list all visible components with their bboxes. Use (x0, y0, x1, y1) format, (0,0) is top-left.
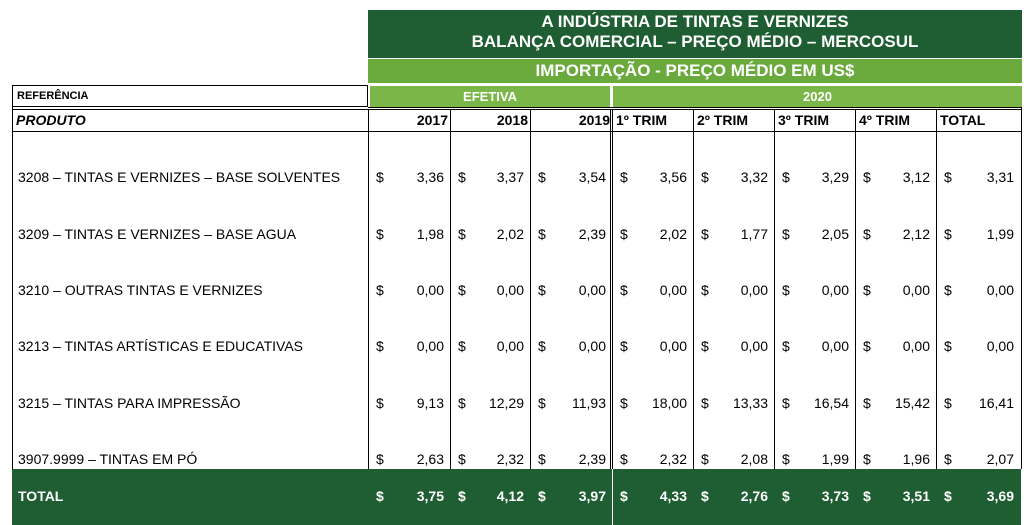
currency-symbol: $ (782, 282, 790, 298)
currency-symbol: $ (863, 169, 871, 185)
currency-symbol: $ (620, 395, 628, 411)
grid-line (368, 107, 1022, 108)
total-value: 4,12 (496, 488, 524, 504)
table-cell-value: 13,33 (732, 395, 768, 411)
table-cell-value: 1,96 (902, 451, 930, 467)
column-header: 2017 (416, 112, 448, 128)
table-cell-value: 3,54 (578, 169, 606, 185)
efetiva-band: EFETIVA (370, 86, 610, 108)
currency-symbol: $ (944, 282, 952, 298)
currency-symbol: $ (701, 451, 709, 467)
column-header: 2018 (496, 112, 528, 128)
currency-symbol: $ (538, 226, 546, 242)
product-name: 3215 – TINTAS PARA IMPRESSÃO (18, 395, 241, 411)
currency-symbol: $ (538, 451, 546, 467)
table-cell-value: 3,31 (986, 169, 1014, 185)
table-cell-value: 0,00 (986, 282, 1014, 298)
currency-symbol: $ (782, 169, 790, 185)
table-cell-value: 2,07 (986, 451, 1014, 467)
currency-symbol: $ (458, 395, 466, 411)
grid-line (855, 109, 856, 469)
currency-symbol: $ (458, 226, 466, 242)
currency-symbol: $ (782, 226, 790, 242)
table-cell-value: 0,00 (986, 338, 1014, 354)
table-cell-value: 16,54 (813, 395, 849, 411)
currency-symbol: $ (701, 169, 709, 185)
table-cell-value: 0,00 (496, 338, 524, 354)
currency-symbol: $ (538, 338, 546, 354)
currency-symbol: $ (376, 226, 384, 242)
table-cell-value: 2,63 (416, 451, 444, 467)
currency-symbol: $ (620, 226, 628, 242)
table-cell-value: 1,77 (740, 226, 768, 242)
total-currency-symbol: $ (944, 488, 952, 504)
total-row-label: TOTAL (18, 488, 64, 504)
currency-symbol: $ (620, 169, 628, 185)
table-cell-value: 2,39 (578, 226, 606, 242)
table-cell-value: 0,00 (821, 338, 849, 354)
table-cell-value: 0,00 (659, 282, 687, 298)
table-cell-value: 3,36 (416, 169, 444, 185)
currency-symbol: $ (538, 282, 546, 298)
total-value: 4,33 (659, 488, 687, 504)
total-separator (612, 469, 613, 525)
grid-line (368, 109, 369, 469)
column-header: 2019 (578, 112, 610, 128)
table-cell-value: 1,98 (416, 226, 444, 242)
table-cell-value: 11,93 (572, 395, 606, 411)
table-cell-value: 2,32 (659, 451, 687, 467)
year-2020-band: 2020 (613, 86, 1022, 108)
total-value: 3,69 (986, 488, 1014, 504)
table-cell-value: 2,12 (902, 226, 930, 242)
table-cell-value: 0,00 (902, 338, 930, 354)
currency-symbol: $ (782, 338, 790, 354)
currency-symbol: $ (701, 282, 709, 298)
report-title: A INDÚSTRIA DE TINTAS E VERNIZES (541, 12, 849, 31)
column-header: 1º TRIM (616, 112, 668, 128)
grid-line (530, 109, 531, 469)
table-cell-value: 9,13 (416, 395, 444, 411)
table-cell-value: 2,02 (659, 226, 687, 242)
currency-symbol: $ (376, 282, 384, 298)
referencia-label: REFERÊNCIA (12, 85, 368, 107)
grid-line (612, 109, 613, 469)
total-value: 3,51 (902, 488, 930, 504)
product-name: 3210 – OUTRAS TINTAS E VERNIZES (18, 282, 263, 298)
table-cell-value: 2,32 (496, 451, 524, 467)
currency-symbol: $ (376, 451, 384, 467)
table-cell-value: 0,00 (496, 282, 524, 298)
currency-symbol: $ (782, 395, 790, 411)
grid-line (610, 109, 611, 469)
table-cell-value: 0,00 (740, 282, 768, 298)
total-separator (1021, 469, 1022, 525)
table-cell-value: 18,00 (651, 395, 687, 411)
grid-line (12, 109, 368, 110)
column-header: 2º TRIM (697, 112, 749, 128)
currency-symbol: $ (620, 451, 628, 467)
currency-symbol: $ (944, 169, 952, 185)
currency-symbol: $ (863, 451, 871, 467)
currency-symbol: $ (620, 338, 628, 354)
total-currency-symbol: $ (538, 488, 546, 504)
total-value: 2,76 (740, 488, 768, 504)
total-value: 3,97 (578, 488, 606, 504)
table-cell-value: 15,42 (894, 395, 930, 411)
grid-line (693, 109, 694, 469)
grid-line (936, 109, 937, 469)
total-value: 3,75 (416, 488, 444, 504)
table-cell-value: 12,29 (488, 395, 524, 411)
total-value: 3,73 (821, 488, 849, 504)
currency-symbol: $ (620, 282, 628, 298)
currency-symbol: $ (376, 338, 384, 354)
table-cell-value: 3,32 (740, 169, 768, 185)
currency-symbol: $ (376, 395, 384, 411)
currency-symbol: $ (944, 226, 952, 242)
currency-symbol: $ (458, 169, 466, 185)
total-currency-symbol: $ (863, 488, 871, 504)
product-name: 3213 – TINTAS ARTÍSTICAS E EDUCATIVAS (18, 338, 304, 354)
product-name: 3209 – TINTAS E VERNIZES – BASE AGUA (18, 226, 297, 242)
table-cell-value: 0,00 (416, 338, 444, 354)
table-cell-value: 16,41 (978, 395, 1014, 411)
currency-symbol: $ (538, 169, 546, 185)
currency-symbol: $ (376, 169, 384, 185)
grid-line (1021, 107, 1022, 469)
currency-symbol: $ (538, 395, 546, 411)
currency-symbol: $ (863, 338, 871, 354)
table-cell-value: 0,00 (740, 338, 768, 354)
grid-line (12, 131, 1022, 132)
currency-symbol: $ (863, 282, 871, 298)
currency-symbol: $ (782, 451, 790, 467)
currency-symbol: $ (863, 395, 871, 411)
table-cell-value: 0,00 (659, 338, 687, 354)
table-cell-value: 2,39 (578, 451, 606, 467)
table-cell-value: 2,08 (740, 451, 768, 467)
total-currency-symbol: $ (620, 488, 628, 504)
table-cell-value: 2,02 (496, 226, 524, 242)
table-cell-value: 3,56 (659, 169, 687, 185)
currency-symbol: $ (701, 395, 709, 411)
currency-symbol: $ (944, 395, 952, 411)
total-currency-symbol: $ (701, 488, 709, 504)
total-currency-symbol: $ (458, 488, 466, 504)
product-name: 3208 – TINTAS E VERNIZES – BASE SOLVENTES (18, 169, 341, 185)
report-title-block (368, 10, 1022, 58)
total-currency-symbol: $ (376, 488, 384, 504)
table-cell-value: 3,12 (902, 169, 930, 185)
table-cell-value: 0,00 (578, 282, 606, 298)
table-cell-value: 0,00 (416, 282, 444, 298)
column-header: TOTAL (940, 112, 986, 128)
currency-symbol: $ (944, 451, 952, 467)
table-cell-value: 3,37 (496, 169, 524, 185)
currency-symbol: $ (944, 338, 952, 354)
table-cell-value: 3,29 (821, 169, 849, 185)
table-cell-value: 1,99 (986, 226, 1014, 242)
table-cell-value: 1,99 (821, 451, 849, 467)
product-name: 3907.9999 – TINTAS EM PÓ (18, 451, 198, 467)
currency-symbol: $ (701, 226, 709, 242)
table-cell-value: 0,00 (578, 338, 606, 354)
grid-line (774, 109, 775, 469)
currency-symbol: $ (458, 282, 466, 298)
currency-symbol: $ (458, 338, 466, 354)
currency-symbol: $ (458, 451, 466, 467)
currency-symbol: $ (863, 226, 871, 242)
grid-line (368, 109, 1022, 110)
grid-line (12, 85, 13, 469)
report-section-title: IMPORTAÇÃO - PREÇO MÉDIO EM US$ (368, 59, 1022, 83)
column-header: 3º TRIM (778, 112, 830, 128)
table-cell-value: 0,00 (902, 282, 930, 298)
table-cell-value: 2,05 (821, 226, 849, 242)
currency-symbol: $ (701, 338, 709, 354)
report-subtitle: BALANÇA COMERCIAL – PREÇO MÉDIO – MERCOSUL (471, 32, 919, 51)
total-currency-symbol: $ (782, 488, 790, 504)
table-cell-value: 0,00 (821, 282, 849, 298)
grid-line (450, 109, 451, 469)
column-header: 4º TRIM (859, 112, 911, 128)
produto-header: PRODUTO (16, 112, 86, 128)
